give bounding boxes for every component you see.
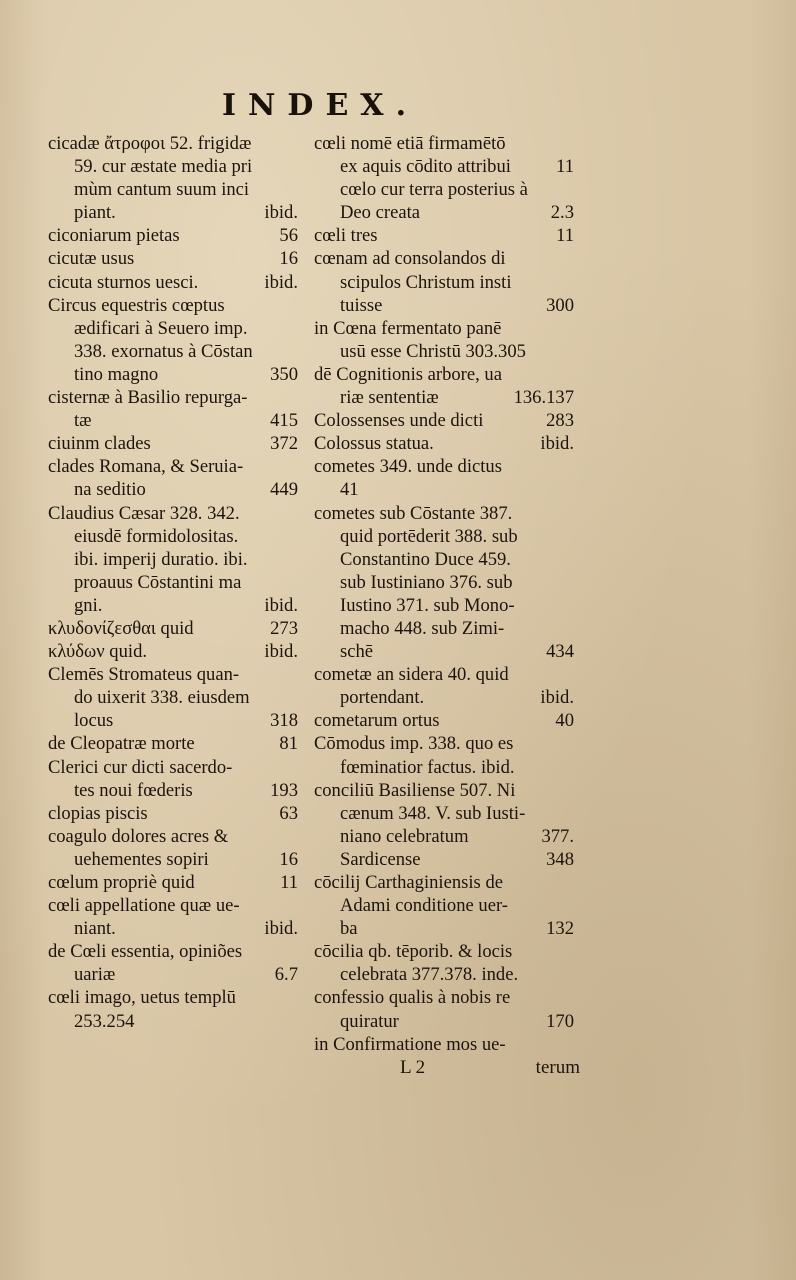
- index-entry-reference: ibid.: [264, 271, 298, 293]
- index-entry-text: tuisse: [340, 294, 383, 316]
- index-line: [48, 132, 298, 155]
- index-entry-text: uehementes sopiri: [74, 848, 209, 870]
- index-entry-reference: ibid.: [540, 687, 574, 709]
- index-entry-text: niano celebratum: [340, 825, 469, 847]
- index-entry-text: proauus Cōstantini ma: [74, 571, 242, 593]
- index-entry-text: dē Cognitionis arbore, ua: [314, 363, 502, 385]
- index-entry-text: Clemēs Stromateus quan-: [48, 664, 240, 686]
- index-line: [314, 363, 574, 386]
- index-line: [48, 894, 298, 917]
- index-entry-text: in Cœna fermentato panē: [314, 317, 502, 339]
- index-line: [48, 986, 298, 1009]
- index-entry-text: cœli imago, uetus templū: [48, 987, 236, 1009]
- index-entry-text: in Confirmatione mos ue-: [314, 1033, 506, 1055]
- index-entry-text: cænum 348. V. sub Iusti-: [340, 802, 526, 824]
- index-line: [48, 802, 298, 825]
- index-entry-reference: 16: [279, 248, 298, 270]
- index-line: [48, 732, 298, 755]
- index-entry-reference: 2.3: [550, 202, 574, 224]
- index-line: [314, 502, 574, 525]
- index-entry-text: mùm cantum suum inci: [74, 179, 250, 201]
- index-line: [48, 571, 298, 594]
- index-entry-text: 59. cur æstate media pri: [74, 156, 253, 178]
- index-line: [314, 848, 574, 871]
- index-entry-text: Adami conditione uer-: [340, 895, 508, 917]
- index-line: [314, 271, 574, 294]
- index-line: [48, 271, 298, 294]
- index-entry-text: Constantino Duce 459.: [340, 548, 511, 570]
- index-line: [48, 432, 298, 455]
- index-line: [314, 1010, 574, 1033]
- index-entry-reference: ibid.: [264, 641, 298, 663]
- index-line: [48, 963, 298, 986]
- index-entry-reference: 434: [546, 641, 574, 663]
- index-line: [314, 617, 574, 640]
- index-entry-text: cœli nomē etiā firmamētō: [314, 133, 506, 154]
- index-entry-text: tæ: [74, 410, 92, 432]
- index-line: [314, 917, 574, 940]
- index-line: [314, 709, 574, 732]
- page-footer: [400, 1057, 580, 1079]
- running-head: INDEX.: [221, 88, 419, 123]
- index-entry-text: ædificari à Seuero imp.: [74, 317, 248, 339]
- index-line: [314, 963, 574, 986]
- index-line: [314, 686, 574, 709]
- index-entry-reference: 170: [546, 1010, 574, 1032]
- index-line: [314, 594, 574, 617]
- index-line: [48, 247, 298, 270]
- signature-mark: L 2: [400, 1057, 426, 1078]
- index-line: [314, 525, 574, 548]
- index-line: [48, 1010, 298, 1033]
- index-entry-text: do uixerit 338. eiusdem: [74, 687, 250, 709]
- index-entry-text: Clerici cur dicti sacerdo-: [48, 756, 233, 778]
- index-entry-text: cœli tres: [314, 225, 378, 247]
- index-entry-text: de Cœli essentia, opiniões: [48, 941, 243, 963]
- index-line: [48, 502, 298, 525]
- index-entry-text: ba: [340, 918, 358, 940]
- index-column-right: [314, 132, 574, 1056]
- index-entry-reference: 6.7: [274, 964, 298, 986]
- index-line: [48, 386, 298, 409]
- index-line: [48, 478, 298, 501]
- index-line: [48, 294, 298, 317]
- index-line: [48, 409, 298, 432]
- index-entry-reference: 81: [279, 733, 298, 755]
- index-entry-text: Colossenses unde dicti: [314, 410, 484, 432]
- index-line: [48, 363, 298, 386]
- index-line: [314, 455, 574, 478]
- index-entry-text: cōcilia qb. tēporib. & locis: [314, 941, 513, 963]
- index-entry-reference: ibid.: [540, 433, 574, 455]
- index-line: [48, 756, 298, 779]
- index-line: [48, 825, 298, 848]
- index-entry-reference: 348: [546, 848, 574, 870]
- index-line: [48, 548, 298, 571]
- index-line: [314, 986, 574, 1009]
- index-line: [48, 940, 298, 963]
- index-entry-reference: 449: [270, 479, 298, 501]
- index-entry-text: clades Romana, & Seruia-: [48, 456, 244, 478]
- index-line: [314, 224, 574, 247]
- index-line: [314, 732, 574, 755]
- index-line: [48, 917, 298, 940]
- index-entry-reference: 415: [270, 410, 298, 432]
- index-line: [48, 848, 298, 871]
- index-line: [48, 201, 298, 224]
- index-entry-text: portendant.: [340, 687, 425, 709]
- index-entry-reference: 11: [556, 225, 574, 247]
- index-entry-text: ciuinm clades: [48, 433, 151, 455]
- index-entry-text: Circus equestris cœptus: [48, 294, 225, 316]
- index-entry-text: quid portēderit 388. sub: [340, 525, 518, 547]
- index-line: [48, 155, 298, 178]
- index-entry-reference: 40: [555, 710, 574, 732]
- index-entry-text: de Cleopatræ morte: [48, 733, 195, 755]
- index-entry-reference: ibid.: [264, 202, 298, 224]
- index-line: [48, 525, 298, 548]
- catchword: terum: [535, 1057, 580, 1078]
- index-line: [314, 155, 574, 178]
- index-entry-reference: 273: [270, 617, 298, 639]
- index-entry-text: Iustino 371. sub Mono-: [340, 594, 515, 616]
- index-entry-text: locus: [74, 710, 114, 732]
- index-line: [314, 571, 574, 594]
- index-line: [314, 409, 574, 432]
- index-line: [48, 871, 298, 894]
- index-entry-reference: 283: [546, 410, 574, 432]
- index-entry-text: cometæ an sidera 40. quid: [314, 664, 509, 686]
- index-entry-text: cœli appellatione quæ ue-: [48, 895, 240, 917]
- index-entry-text: cœnam ad consolandos di: [314, 248, 506, 270]
- index-line: [314, 432, 574, 455]
- index-entry-text: cometarum ortus: [314, 710, 440, 732]
- index-entry-text: macho 448. sub Zimi-: [340, 617, 505, 639]
- index-line: [48, 317, 298, 340]
- index-line: [314, 478, 574, 501]
- index-line: [314, 1033, 574, 1056]
- index-entry-text: Sardicense: [340, 848, 421, 870]
- index-entry-reference: 300: [546, 294, 574, 316]
- index-entry-text: ex aquis cōdito attribui: [340, 156, 511, 178]
- index-line: [314, 548, 574, 571]
- index-line: [314, 640, 574, 663]
- index-line: [314, 802, 574, 825]
- index-entry-reference: 11: [556, 156, 574, 178]
- index-entry-reference: ibid.: [264, 918, 298, 940]
- index-line: [48, 709, 298, 732]
- index-entry-text: cōcilij Carthaginiensis de: [314, 872, 503, 893]
- index-entry-reference: 350: [270, 363, 298, 385]
- index-entry-text: tino magno: [74, 363, 159, 385]
- index-entry-text: Claudius Cæsar 328. 342.: [48, 502, 240, 524]
- index-entry-text: ibi. imperij duratio. ibi.: [74, 548, 248, 570]
- index-entry-text: riæ sententiæ: [340, 387, 439, 409]
- index-entry-text: 338. exornatus à Cōstan: [74, 340, 253, 362]
- index-entry-text: gni.: [74, 594, 103, 616]
- index-entry-text: Colossus statua.: [314, 433, 434, 455]
- index-entry-text: piant.: [74, 202, 116, 224]
- index-line: [48, 779, 298, 802]
- index-entry-text: Deo creata: [340, 202, 420, 224]
- index-entry-reference: 11: [280, 872, 298, 893]
- index-line: [314, 294, 574, 317]
- index-line: [314, 178, 574, 201]
- index-line: [314, 247, 574, 270]
- index-line: [48, 663, 298, 686]
- index-entry-text: sub Iustiniano 376. sub: [340, 571, 513, 593]
- index-entry-reference: 16: [279, 848, 298, 870]
- index-entry-text: confessio qualis à nobis re: [314, 987, 511, 1009]
- index-entry-reference: 132: [546, 918, 574, 940]
- index-entry-reference: 63: [279, 802, 298, 824]
- index-entry-reference: 56: [279, 225, 298, 247]
- index-entry-reference: ibid.: [264, 594, 298, 616]
- index-entry-text: celebrata 377.378. inde.: [340, 964, 519, 986]
- index-line: [314, 779, 574, 802]
- index-entry-text: Cōmodus imp. 338. quo es: [314, 733, 514, 755]
- index-entry-text: cicutæ usus: [48, 248, 135, 270]
- index-line: [314, 871, 574, 894]
- index-entry-reference: 193: [270, 779, 298, 801]
- index-line: [48, 224, 298, 247]
- index-entry-reference: 136.137: [513, 387, 574, 409]
- index-entry-text: scipulos Christum insti: [340, 271, 512, 293]
- index-entry-text: cometes 349. unde dictus: [314, 456, 502, 478]
- index-entry-text: tes noui fœderis: [74, 779, 193, 801]
- index-line: [314, 317, 574, 340]
- index-line: [48, 594, 298, 617]
- index-entry-text: conciliū Basiliense 507. Ni: [314, 779, 516, 801]
- index-entry-text: cœlo cur terra posterius à: [340, 179, 528, 201]
- index-line: [48, 686, 298, 709]
- index-line: [314, 132, 574, 155]
- index-column-left: [48, 132, 298, 1033]
- index-entry-text: cœlum propriè quid: [48, 872, 195, 893]
- index-entry-text: cicadæ ἄτροφοι 52. frigidæ: [48, 133, 252, 154]
- index-line: [48, 178, 298, 201]
- index-line: [314, 756, 574, 779]
- index-entry-reference: 372: [270, 433, 298, 455]
- index-line: [314, 340, 574, 363]
- index-entry-text: cisternæ à Basilio repurga-: [48, 387, 248, 409]
- index-entry-text: fœminatior factus. ibid.: [340, 756, 515, 778]
- index-line: [314, 894, 574, 917]
- index-entry-text: schē: [340, 641, 374, 663]
- index-entry-text: ciconiarum pietas: [48, 225, 180, 247]
- index-line: [48, 617, 298, 640]
- index-line: [314, 940, 574, 963]
- index-entry-text: usū esse Christū 303.305: [340, 340, 526, 362]
- index-line: [48, 640, 298, 663]
- index-entry-text: κλύδων quid.: [48, 641, 148, 663]
- index-entry-text: 41: [340, 479, 359, 501]
- index-entry-reference: 318: [270, 710, 298, 732]
- index-entry-text: eiusdē formidolositas.: [74, 525, 239, 547]
- index-entry-reference: 377.: [541, 825, 574, 847]
- index-line: [314, 663, 574, 686]
- index-entry-text: 253.254: [74, 1010, 135, 1032]
- index-entry-text: na seditio: [74, 479, 146, 501]
- index-entry-text: cometes sub Cōstante 387.: [314, 502, 513, 524]
- index-entry-text: clopias piscis: [48, 802, 148, 824]
- index-entry-text: niant.: [74, 918, 116, 940]
- index-line: [48, 340, 298, 363]
- index-entry-text: κλυδονίζεσθαι quid: [48, 617, 194, 639]
- index-line: [314, 825, 574, 848]
- index-line: [314, 386, 574, 409]
- index-entry-text: coagulo dolores acres &: [48, 825, 229, 847]
- index-entry-text: cicuta sturnos uesci.: [48, 271, 199, 293]
- index-entry-text: quiratur: [340, 1010, 399, 1032]
- index-line: [314, 201, 574, 224]
- index-line: [48, 455, 298, 478]
- index-entry-text: uariæ: [74, 964, 116, 986]
